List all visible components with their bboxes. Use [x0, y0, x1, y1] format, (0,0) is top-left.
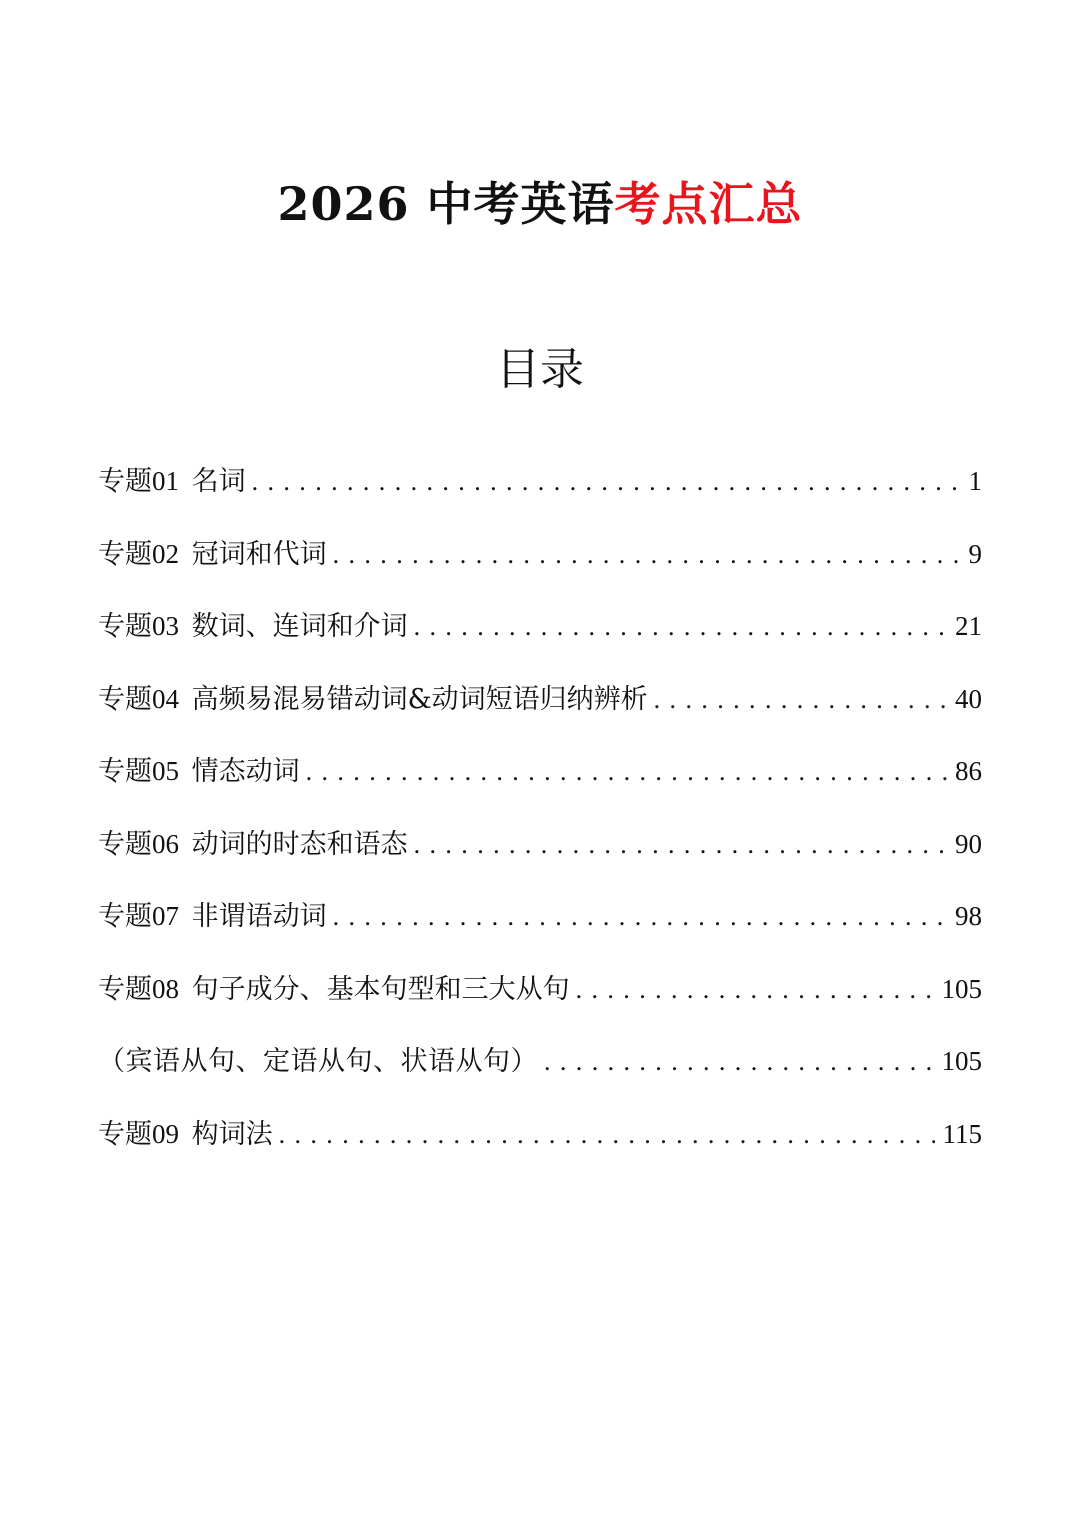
toc-dot-leader [414, 604, 947, 650]
toc-page-number: 115 [942, 1118, 982, 1149]
toc-dot-leader [654, 677, 947, 723]
toc-entry-label: 专题03 数词、连词和介词 [98, 611, 408, 642]
toc-dot-leader [414, 822, 947, 868]
toc-entry-label: 专题06 动词的时态和语态 [98, 828, 408, 860]
toc-entry-label: （宾语从句、定语从句、状语从句） [98, 1046, 538, 1077]
toc-entry-08-sub[interactable] [98, 1038, 982, 1111]
toc-entry-06[interactable] [98, 821, 982, 894]
toc-dot-leader [576, 967, 934, 1013]
toc-entry-label: 专题05 情态动词 [98, 756, 300, 787]
toc-entry-07[interactable] [98, 893, 982, 966]
toc-entry-01[interactable] [98, 458, 982, 531]
toc-entry-05[interactable] [98, 748, 982, 821]
toc-page-number: 98 [955, 901, 982, 931]
toc-dot-leader [306, 749, 947, 795]
toc-page-number: 9 [968, 538, 982, 569]
toc-page-number: 105 [941, 973, 982, 1004]
toc-page-number: 105 [941, 1046, 982, 1076]
toc-entry-02[interactable] [98, 531, 982, 604]
table-of-contents [98, 458, 982, 1183]
toc-page-number: 40 [955, 683, 982, 714]
toc-dot-leader [333, 532, 961, 578]
toc-entry-04[interactable] [98, 676, 982, 749]
toc-entry-label: 专题01 名词 [98, 466, 246, 497]
toc-dot-leader [544, 1039, 934, 1085]
toc-dot-leader [279, 1112, 935, 1158]
toc-entry-label: 专题08 句子成分、基本句型和三大从句 [98, 973, 570, 1005]
title-highlight: 考点汇总 [614, 177, 803, 231]
toc-heading: 目录 [496, 344, 584, 395]
toc-dot-leader [252, 459, 961, 505]
toc-entry-label: 专题02 冠词和代词 [98, 538, 327, 570]
toc-dot-leader [333, 894, 947, 940]
toc-entry-03[interactable] [98, 603, 982, 676]
toc-entry-08[interactable] [98, 966, 982, 1039]
toc-page-number: 90 [955, 828, 982, 859]
toc-page-number: 21 [955, 611, 982, 641]
title-main: 2026 中考英语 [277, 177, 615, 231]
toc-page-number: 86 [955, 756, 982, 786]
toc-page-number: 1 [968, 466, 982, 496]
document-title [0, 172, 1080, 236]
toc-entry-label: 专题09 构词法 [98, 1118, 273, 1150]
toc-entry-label: 专题04 高频易混易错动词&动词短语归纳辨析 [98, 683, 648, 715]
toc-entry-label: 专题07 非谓语动词 [98, 901, 327, 932]
toc-entry-09[interactable] [98, 1111, 982, 1184]
